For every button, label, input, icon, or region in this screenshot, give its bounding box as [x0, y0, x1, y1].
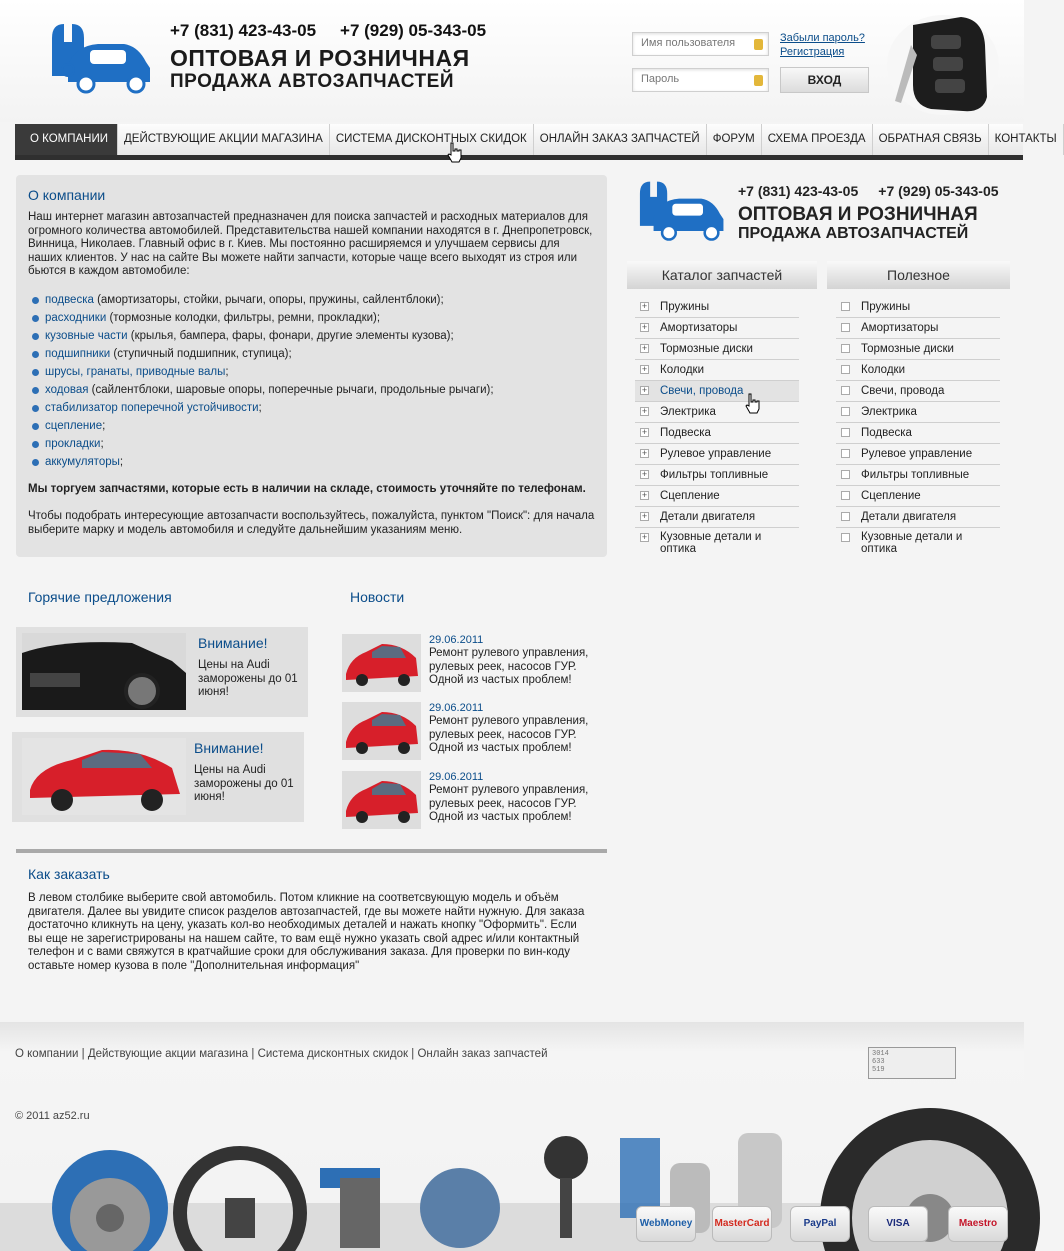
footer-links [15, 1048, 548, 1060]
counter-line: 3014 [872, 1050, 889, 1058]
about-list-item [32, 453, 595, 471]
about-list-link[interactable]: сцепление [45, 419, 103, 432]
about-list-item [32, 417, 595, 435]
catalog-item[interactable] [635, 402, 799, 423]
useful-header: Полезное [827, 261, 1010, 289]
catalog-item[interactable] [635, 507, 799, 528]
news-red-car-image [342, 702, 421, 760]
about-list [32, 291, 595, 471]
footer [0, 1022, 1024, 1251]
forgot-password-link[interactable]: Забыли пароль? [780, 32, 865, 44]
news-text: Ремонт рулевого управления, рулевых реек, насосов ГУР. Одной из частых проблем! [429, 715, 589, 754]
hot-offer-heading[interactable]: Внимание! [198, 635, 268, 651]
hot-offer-card[interactable] [16, 627, 308, 717]
how-to-order-section [28, 866, 594, 973]
header [0, 0, 1024, 122]
useful-item-label: Амортизаторы [861, 322, 939, 334]
catalog-item[interactable] [635, 381, 799, 402]
square-icon [841, 407, 850, 416]
square-icon [841, 344, 850, 353]
about-list-link[interactable]: стабилизатор поперечной устойчивости [45, 401, 259, 414]
about-section [16, 175, 607, 557]
car-key-image [883, 5, 1003, 117]
catalog-item-label: Подвеска [660, 427, 711, 439]
nav-item[interactable]: КОНТАКТЫ [989, 124, 1064, 155]
divider [16, 849, 607, 853]
plus-icon: + [641, 343, 648, 353]
catalog-item[interactable] [635, 444, 799, 465]
catalog-item-label: Амортизаторы [660, 322, 738, 334]
news-date[interactable]: 29.06.2011 [429, 634, 484, 646]
useful-item[interactable] [836, 318, 1000, 339]
catalog-item-label: Свечи, провода [660, 385, 744, 397]
plus-icon: + [641, 469, 648, 479]
useful-item-label: Подвеска [861, 427, 912, 439]
lock-icon [754, 39, 763, 50]
plus-icon: + [641, 301, 648, 311]
hot-offer-text: Цены на Audi заморожены до 01 июня! [198, 659, 298, 698]
payment-logo: VISA [868, 1206, 928, 1242]
counter-line: 519 [872, 1066, 885, 1074]
about-intro: Наш интернет магазин автозапчастей предназначен для поиска запчастей и расходных материалов для огромного количества автомобилей. Представительства нашей компании находятся в г. Днепропетровск, Винница, Николаев. Главный офис в г. Киев. Мы постоянно расширяемся и улучшаем сервисы для наших клиентов. У нас на сайте Вы можете найти запчасти, которые чаще всего выходят из строя или бьются в каждом автомобиле: [28, 211, 593, 277]
about-list-item [32, 435, 595, 453]
username-field[interactable] [632, 32, 769, 56]
nav-item[interactable]: СИСТЕМА ДИСКОНТНЫХ СКИДОК [330, 124, 534, 155]
news-title: Новости [350, 589, 405, 605]
catalog-item[interactable] [635, 297, 799, 318]
sidebar-slogan [738, 205, 978, 243]
catalog-item-label: Электрика [660, 406, 716, 418]
about-list-link[interactable]: подшипники [45, 347, 111, 360]
square-icon [841, 470, 850, 479]
catalog-list [635, 297, 799, 558]
useful-item[interactable] [836, 381, 1000, 402]
plus-icon: + [641, 322, 648, 332]
phone-1[interactable]: +7 (831) 423-43-05 [170, 21, 317, 40]
sidebar-phone-1[interactable]: +7 (831) 423-43-05 [738, 183, 859, 199]
about-list-desc: (тормозные колодки, фильтры, ремни, прокладки); [106, 311, 381, 324]
footer-link[interactable]: Действующие акции магазина [87, 1048, 249, 1060]
useful-item[interactable] [836, 465, 1000, 486]
red-car-image [22, 738, 186, 815]
catalog-header: Каталог запчастей [627, 261, 817, 289]
about-list-desc: (ступичный подшипник, ступица); [110, 347, 292, 360]
useful-item-label: Пружины [861, 301, 911, 313]
about-title: О компании [28, 187, 106, 203]
hot-offer-heading[interactable]: Внимание! [194, 740, 264, 756]
square-icon [841, 323, 850, 332]
news-item[interactable] [342, 771, 602, 831]
about-list-link[interactable]: шрусы, гранаты, приводные валы [45, 365, 226, 378]
slogan-line-2: ПРОДАЖА АВТОЗАПЧАСТЕЙ [170, 71, 454, 92]
catalog-item[interactable] [635, 486, 799, 507]
news-item[interactable] [342, 702, 602, 762]
password-field[interactable] [632, 68, 769, 92]
footer-link[interactable]: Система дисконтных скидок [257, 1048, 409, 1060]
plus-icon: + [641, 511, 648, 521]
news-text: Ремонт рулевого управления, рулевых реек, насосов ГУР. Одной из частых проблем! [429, 784, 589, 823]
about-list-desc: ; [100, 437, 104, 450]
main-nav [15, 124, 1057, 160]
nav-item[interactable]: ФОРУМ [707, 124, 762, 155]
catalog-item[interactable] [635, 339, 799, 360]
news-red-car-image [342, 634, 421, 692]
useful-item[interactable] [836, 423, 1000, 444]
about-list-desc: ; [225, 365, 229, 378]
about-list-item [32, 381, 595, 399]
about-list-desc: ; [102, 419, 106, 432]
hand-cursor-icon [446, 142, 464, 164]
hand-cursor-icon [744, 393, 762, 415]
how-to-order-title: Как заказать [28, 866, 110, 882]
about-list-link[interactable]: прокладки [45, 437, 101, 450]
about-bold-note: Мы торгуем запчастями, которые есть в наличии на складе, стоимость уточняйте по телефонам. [28, 482, 586, 495]
catalog-item[interactable] [635, 528, 799, 558]
about-list-item [32, 327, 595, 345]
news-date[interactable]: 29.06.2011 [429, 771, 484, 783]
news-item[interactable] [342, 634, 602, 694]
about-list-item [32, 291, 595, 309]
useful-item[interactable] [836, 297, 1000, 318]
about-list-desc: (амортизаторы, стойки, рычаги, опоры, пружины, сайлентблоки); [93, 293, 444, 306]
login-links [780, 31, 865, 59]
login-button[interactable]: ВХОД [780, 67, 869, 93]
about-list-link[interactable]: кузовные части [45, 329, 128, 342]
register-link[interactable]: Регистрация [780, 46, 845, 58]
about-list-link[interactable]: подвеска [45, 293, 94, 306]
about-list-link[interactable]: расходники [45, 311, 107, 324]
square-icon [841, 386, 850, 395]
black-car-image [22, 633, 186, 710]
slogan [170, 46, 470, 92]
username-placeholder: Имя пользователя [641, 37, 736, 49]
square-icon [841, 365, 850, 374]
about-list-desc: ; [258, 401, 262, 414]
plus-icon: + [641, 364, 648, 374]
how-to-order-text: В левом столбике выберите свой автомобиль. Потом кликние на соответсвующую модель и объём двигателя. Далее вы увидите список разделов автозапчастей, где вы можете найти нужную. Для заказа достаточно кликнуть на цену, указать кол-во необходимых деталей и нажать кнопку "Оформить". Если вы еще не зарегистрированы на нашем сайте, то вам ещё нужно указать свой адрес и/или контактный телефон и с вами свяжутся в кратчайшие сроки для обслуживания заказа. Для проверки по вин-коду оставьте номер кузова в поле "Дополнительная информация" [28, 892, 585, 972]
lock-icon [754, 75, 763, 86]
about-list-link[interactable]: ходовая [45, 383, 89, 396]
catalog-item[interactable] [635, 423, 799, 444]
catalog-item-label: Фильтры топливные [660, 469, 769, 481]
square-icon [841, 491, 850, 500]
plus-icon: + [641, 427, 648, 437]
plus-icon: + [641, 385, 648, 395]
separator: | [408, 1048, 418, 1060]
plus-icon: + [641, 448, 648, 458]
nav-item[interactable]: ДЕЙСТВУЮЩИЕ АКЦИИ МАГАЗИНА [118, 124, 330, 155]
about-outro: Чтобы подобрать интересующие автозапчасти воспользуйтесь, пожалуйста, пунктом "Поиск": для начала выберите марку и модель автомобиля и следуйте дальнейшим указаниям меню. [28, 510, 595, 536]
hot-offer-card[interactable] [12, 732, 304, 822]
password-placeholder: Пароль [641, 73, 680, 85]
slogan-line-1: ОПТОВАЯ И РОЗНИЧНАЯ [170, 45, 470, 71]
about-list-link[interactable]: аккумуляторы [45, 455, 120, 468]
useful-item[interactable] [836, 402, 1000, 423]
useful-item[interactable] [836, 486, 1000, 507]
catalog-item[interactable] [635, 360, 799, 381]
phone-2[interactable]: +7 (929) 05-343-05 [340, 21, 487, 40]
catalog-item-label: Колодки [660, 364, 704, 376]
catalog-item-label: Тормозные диски [660, 343, 753, 355]
useful-item-label: Сцепление [861, 490, 921, 502]
about-list-item [32, 345, 595, 363]
nav-item[interactable]: ОНЛАЙН ЗАКАЗ ЗАПЧАСТЕЙ [534, 124, 707, 155]
separator: | [248, 1048, 258, 1060]
sidebar-phone-2[interactable]: +7 (929) 05-343-05 [878, 183, 999, 199]
sidebar-slogan-line-2: ПРОДАЖА АВТОЗАПЧАСТЕЙ [738, 225, 969, 242]
catalog-item[interactable] [635, 465, 799, 486]
about-list-desc: ; [119, 455, 124, 468]
payment-logo: WebMoney [636, 1206, 696, 1242]
payment-logo: MasterCard [712, 1206, 772, 1242]
news-date[interactable]: 29.06.2011 [429, 702, 484, 714]
useful-list [836, 297, 1000, 558]
square-icon [841, 302, 850, 311]
useful-item-label: Кузовные детали и оптика [861, 531, 963, 555]
nav-item[interactable]: СХЕМА ПРОЕЗДА [762, 124, 873, 155]
header-phones [170, 21, 486, 41]
useful-item[interactable] [836, 444, 1000, 465]
hot-offers-title: Горячие предложения [28, 589, 172, 605]
square-icon [841, 428, 850, 437]
counter-line: 633 [872, 1058, 885, 1066]
footer-link[interactable]: Онлайн заказ запчастей [417, 1048, 548, 1060]
sidebar-slogan-line-1: ОПТОВАЯ И РОЗНИЧНАЯ [738, 204, 978, 225]
useful-item-label: Фильтры топливные [861, 469, 970, 481]
plus-icon: + [641, 406, 648, 416]
square-icon [841, 533, 850, 542]
catalog-item-label: Пружины [660, 301, 710, 313]
logo-icon[interactable] [38, 16, 153, 94]
useful-item-label: Электрика [861, 406, 917, 418]
useful-item-label: Рулевое управление [861, 448, 973, 460]
useful-item-label: Тормозные диски [861, 343, 954, 355]
nav-item[interactable]: О КОМПАНИИ [15, 124, 118, 155]
useful-item[interactable] [836, 528, 1000, 558]
catalog-item-label: Детали двигателя [660, 511, 756, 523]
plus-icon: + [641, 490, 648, 500]
catalog-item-label: Рулевое управление [660, 448, 772, 460]
square-icon [841, 512, 850, 521]
hot-offer-text: Цены на Audi заморожены до 01 июня! [194, 764, 294, 803]
useful-item-label: Детали двигателя [861, 511, 957, 523]
useful-item-label: Колодки [861, 364, 905, 376]
catalog-item-label: Кузовные детали и оптика [660, 531, 762, 555]
sidebar-phones [738, 183, 999, 199]
plus-icon: + [641, 532, 648, 542]
news-text: Ремонт рулевого управления, рулевых реек, насосов ГУР. Одной из частых проблем! [429, 647, 589, 686]
useful-item[interactable] [836, 339, 1000, 360]
separator: | [78, 1048, 88, 1060]
copyright: © 2011 az52.ru [15, 1110, 90, 1122]
about-list-item [32, 363, 595, 381]
payment-logo: PayPal [790, 1206, 850, 1242]
about-list-desc: (сайлентблоки, шаровые опоры, поперечные рычаги, продольные рычаги); [88, 383, 494, 396]
useful-item[interactable] [836, 507, 1000, 528]
payment-logo: Maestro [948, 1206, 1008, 1242]
square-icon [841, 449, 850, 458]
about-list-item [32, 399, 595, 417]
useful-item-label: Свечи, провода [861, 385, 945, 397]
visit-counter[interactable] [868, 1047, 956, 1079]
about-list-item [32, 309, 595, 327]
about-list-desc: (крылья, бампера, фары, фонари, другие элементы кузова); [127, 329, 454, 342]
footer-link[interactable]: О компании [15, 1048, 79, 1060]
sidebar-logo-icon[interactable] [628, 174, 726, 242]
catalog-item[interactable] [635, 318, 799, 339]
news-red-car-image [342, 771, 421, 829]
useful-item[interactable] [836, 360, 1000, 381]
catalog-item-label: Сцепление [660, 490, 720, 502]
nav-item[interactable]: ОБРАТНАЯ СВЯЗЬ [873, 124, 989, 155]
